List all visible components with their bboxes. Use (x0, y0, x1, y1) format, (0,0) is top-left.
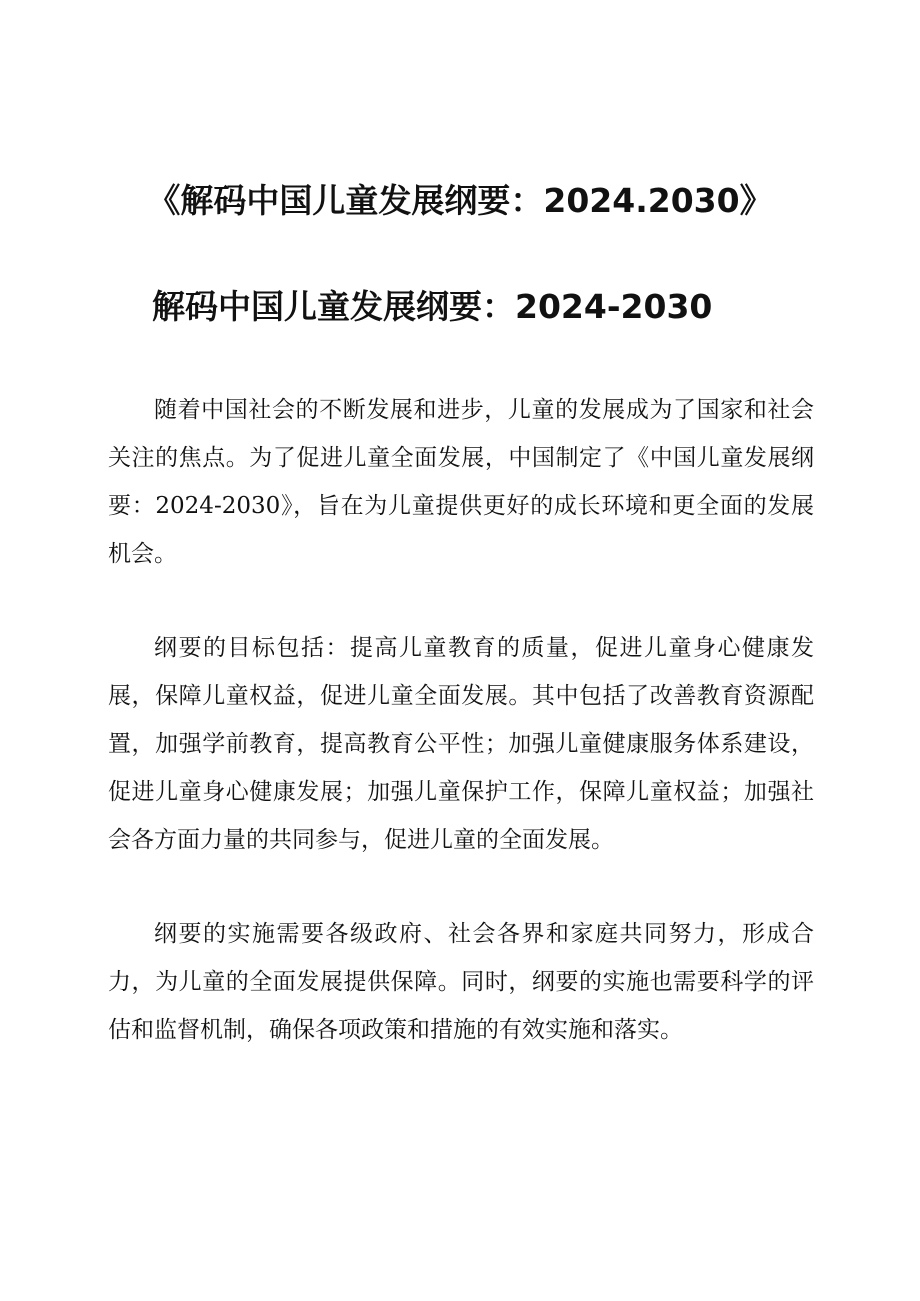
paragraph-intro: 随着中国社会的不断发展和进步，儿童的发展成为了国家和社会关注的焦点。为了促进儿童全面发展，中国制定了《中国儿童发展纲要：2024-2030》，旨在为儿童提供更好的成长环境和更全面的发展机会。 (108, 397, 814, 567)
document-title: 《解码中国儿童发展纲要：2024.2030》 (147, 181, 773, 220)
document-subtitle: 解码中国儿童发展纲要：2024-2030 (152, 287, 713, 326)
paragraph-goals: 纲要的目标包括：提高儿童教育的质量，促进儿童身心健康发展，保障儿童权益，促进儿童全面发展。其中包括了改善教育资源配置，加强学前教育，提高教育公平性；加强儿童健康服务体系建设，促进儿童身心健康发展；加强儿童保护工作，保障儿童权益；加强社会各方面力量的共同参与，促进儿童的全面发展。 (108, 635, 814, 853)
paragraph-implementation: 纲要的实施需要各级政府、社会各界和家庭共同努力，形成合力，为儿童的全面发展提供保障。同时，纲要的实施也需要科学的评估和监督机制，确保各项政策和措施的有效实施和落实。 (108, 921, 814, 1043)
